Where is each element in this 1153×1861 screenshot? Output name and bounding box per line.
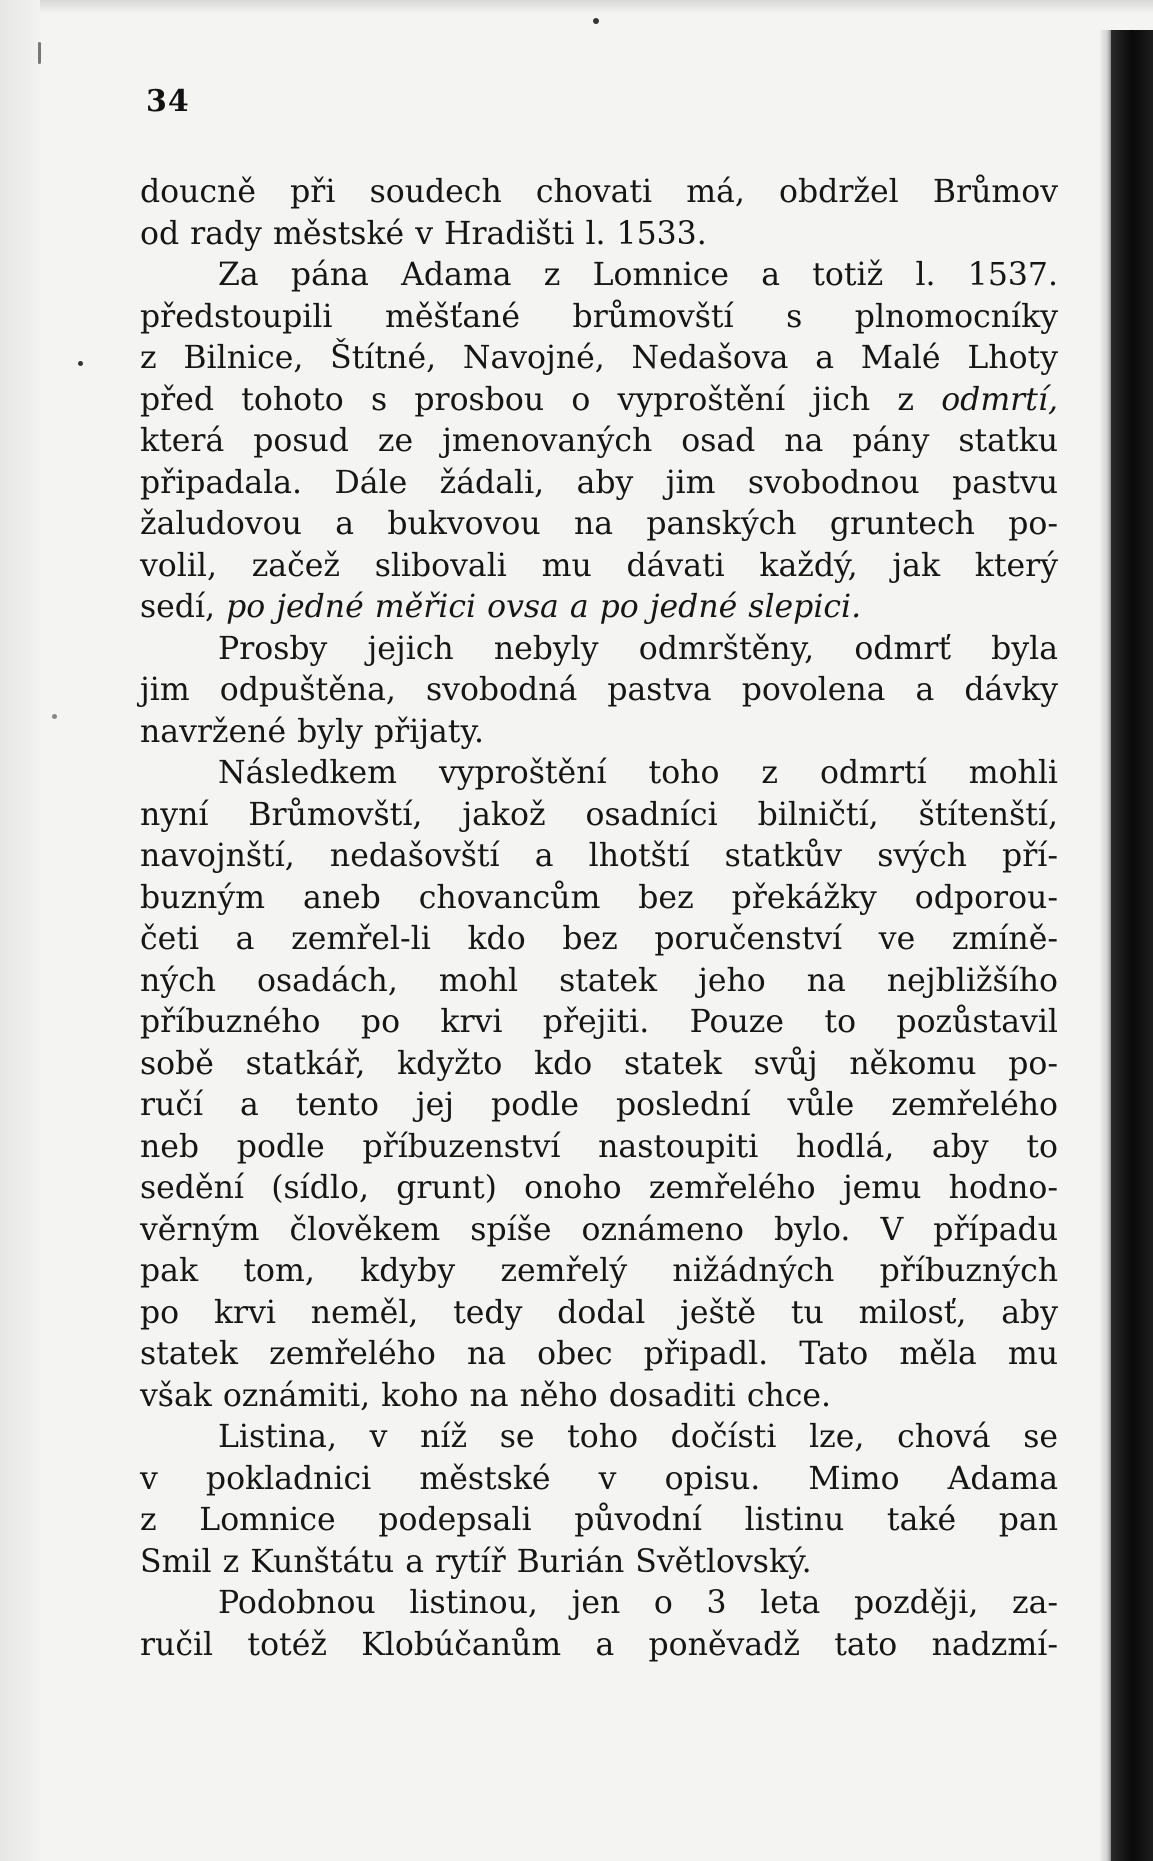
text-line bbox=[140, 421, 1058, 463]
scan-speck bbox=[38, 42, 41, 64]
text-fragment: volil, začež slibovali mu dávati každý, jak který bbox=[140, 547, 1058, 584]
text-line bbox=[140, 1625, 1058, 1667]
scan-speck bbox=[78, 361, 83, 366]
page-left-shadow bbox=[0, 0, 40, 1861]
scan-speck bbox=[593, 18, 599, 24]
text-fragment: nyní Brůmovští, jakož osadníci bilničtí, štítenští, bbox=[140, 796, 1058, 833]
text-fragment: doucně při soudech chovati má, obdržel Brůmov bbox=[140, 174, 1058, 210]
text-fragment: jim odpuštěna, svobodná pastva povolena a dávky bbox=[140, 672, 1058, 708]
text-fragment: od rady městské v Hradišti l. 1533. bbox=[140, 215, 707, 252]
text-fragment: Prosby jejich nebyly odmrštěny, odmrť byla bbox=[218, 630, 1058, 667]
scan-speck bbox=[52, 714, 57, 719]
text-line bbox=[140, 670, 1058, 712]
text-fragment: buzným aneb chovancům bez překážky odporou- bbox=[140, 879, 1058, 916]
text-fragment: statek zemřelého na obec připadl. Tato měla mu bbox=[140, 1336, 1058, 1372]
text-line bbox=[140, 1459, 1058, 1501]
text-line bbox=[140, 380, 1058, 422]
text-fragment: četi a zemřel-li kdo bez poručenství ve zmíně- bbox=[140, 921, 1058, 957]
text-fragment: příbuzného po krvi přejiti. Pouze to pozůstavil bbox=[140, 1004, 1058, 1040]
text-fragment: Smil z Kunštátu a rytíř Burián Světlovský. bbox=[140, 1543, 812, 1580]
text-line bbox=[140, 878, 1058, 920]
text-fragment: Za pána Adama z Lomnice a totiž l. 1537. bbox=[218, 257, 1058, 293]
italic-text: po jedné měřici ovsa a po jedné slepici. bbox=[226, 589, 862, 625]
text-line bbox=[140, 1251, 1058, 1293]
text-line bbox=[140, 214, 1058, 256]
text-line bbox=[140, 255, 1058, 297]
text-line bbox=[140, 1542, 1058, 1584]
text-fragment: Podobnou listinou, jen o 3 leta později, za- bbox=[218, 1585, 1058, 1621]
text-line bbox=[140, 172, 1058, 214]
text-fragment: navojnští, nedašovští a lhotští statkův svých pří- bbox=[140, 838, 1058, 874]
text-line bbox=[140, 1210, 1058, 1252]
book-spine bbox=[1111, 30, 1153, 1861]
text-fragment: v pokladnici městské v opisu. Mimo Adama bbox=[140, 1460, 1058, 1497]
text-fragment: žaludovou a bukvovou na panských gruntech po- bbox=[140, 506, 1058, 542]
text-line bbox=[140, 1168, 1058, 1210]
text-line bbox=[140, 836, 1058, 878]
page-top-shadow bbox=[0, 0, 1153, 14]
text-line bbox=[140, 1583, 1058, 1625]
text-fragment: sedění (sídlo, grunt) onoho zemřelého jemu hodno- bbox=[140, 1170, 1058, 1206]
text-line bbox=[140, 1500, 1058, 1542]
text-fragment: připadala. Dále žádali, aby jim svobodnou pastvu bbox=[140, 464, 1058, 501]
text-line bbox=[140, 297, 1058, 339]
text-line bbox=[140, 504, 1058, 546]
text-line bbox=[140, 338, 1058, 380]
italic-text: odmrtí, bbox=[941, 381, 1058, 418]
text-line bbox=[140, 1293, 1058, 1335]
text-line bbox=[140, 712, 1058, 754]
text-fragment: před tohoto s prosbou o vyproštění jich z bbox=[140, 381, 942, 418]
text-line bbox=[140, 629, 1058, 671]
text-fragment: však oznámiti, koho na něho dosaditi chce. bbox=[140, 1377, 832, 1414]
text-fragment: Listina, v níž se toho dočísti lze, chová se bbox=[218, 1419, 1058, 1455]
text-fragment: navržené byly přijaty. bbox=[140, 713, 485, 750]
text-line bbox=[140, 795, 1058, 837]
text-fragment: z Lomnice podepsali původní listinu také pan bbox=[140, 1502, 1058, 1538]
text-line bbox=[140, 1334, 1058, 1376]
text-line bbox=[140, 919, 1058, 961]
text-fragment: ručí a tento jej podle poslední vůle zemřelého bbox=[140, 1087, 1058, 1123]
text-fragment: ručil totéž Klobúčanům a poněvadž tato nadzmí- bbox=[140, 1626, 1058, 1663]
text-fragment: sobě statkář, kdyžto kdo statek svůj někomu po- bbox=[140, 1045, 1058, 1082]
text-line bbox=[140, 1127, 1058, 1169]
text-fragment: z Bilnice, Štítné, Navojné, Nedašova a Malé Lhoty bbox=[140, 340, 1058, 376]
page-number: 34 bbox=[146, 84, 190, 119]
body-text bbox=[140, 172, 1058, 1666]
text-fragment: která posud ze jmenovaných osad na pány statku bbox=[140, 423, 1058, 459]
text-fragment: ných osadách, mohl statek jeho na nejbližšího bbox=[140, 962, 1058, 999]
text-line bbox=[140, 463, 1058, 505]
text-line bbox=[140, 546, 1058, 588]
text-fragment: věrným člověkem spíše oznámeno bylo. V případu bbox=[140, 1211, 1058, 1248]
text-line bbox=[140, 961, 1058, 1003]
text-line bbox=[140, 753, 1058, 795]
text-line bbox=[140, 1085, 1058, 1127]
text-line bbox=[140, 1002, 1058, 1044]
text-line bbox=[140, 587, 1058, 629]
text-fragment: sedí, bbox=[140, 589, 227, 625]
text-fragment: po krvi neměl, tedy dodal ještě tu milosť, aby bbox=[140, 1294, 1058, 1331]
text-line bbox=[140, 1044, 1058, 1086]
text-line bbox=[140, 1376, 1058, 1418]
text-fragment: předstoupili měšťané brůmovští s plnomocníky bbox=[140, 298, 1058, 335]
text-fragment: neb podle příbuzenství nastoupiti hodlá, aby to bbox=[140, 1128, 1058, 1165]
text-fragment: Následkem vyproštění toho z odmrtí mohli bbox=[218, 755, 1058, 791]
page-edge-shadow bbox=[1099, 30, 1111, 1861]
text-line bbox=[140, 1417, 1058, 1459]
text-fragment: pak tom, kdyby zemřelý nižádných příbuzných bbox=[140, 1253, 1058, 1289]
